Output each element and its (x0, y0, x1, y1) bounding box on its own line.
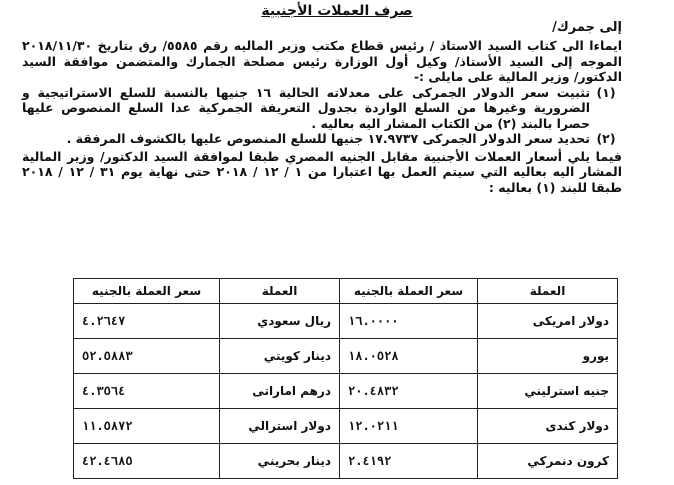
intro-paragraph: ايماءا الى كتاب السيد الاستاذ / رئيس قطاع مكتب وزير الماليه رقم ٥٥٨٥/ رق بتاريخ ٢٠١٨/١١/٣٠ الموجه إلى السيد الأستاذ/ وكيل أول الوزارة رئيس مصلحة الجمارك والمتضمن موافقة السيد الدكتور/ وزير المالية على مايلى :- (22, 38, 622, 84)
rate-value: ٥٢.٥٨٨٣ (74, 339, 220, 374)
currency-name: درهم اماراتى (220, 374, 340, 409)
table-row (74, 339, 618, 374)
item-number: (١) (596, 84, 616, 100)
item-text: تثبيت سعر الدولار الجمركى على معدلاته الحالية ١٦ جنيها بالنسبة للسلع الاستراتيجية و الضرورية وغيرها من السلع الواردة بجدول التعريفة الجمركية عدا السلع المنصوص عليها حصرا بالبند (٢) من الكتاب المشار اليه بعاليه . (22, 84, 591, 131)
list-item (22, 131, 622, 147)
exchange-rates-table (73, 278, 618, 479)
rate-value: ١١.٥٨٧٢ (74, 409, 220, 444)
rate-value: ١٨.٠٥٢٨ (340, 339, 478, 374)
currency-name: دولار كندى (478, 409, 618, 444)
rate-value: ١٦.٠٠٠٠ (340, 304, 478, 339)
currency-name: دولار استرالي (220, 409, 340, 444)
table-row (74, 444, 618, 479)
column-header: العملة (220, 279, 340, 304)
item-text: تحديد سعر الدولار الجمركى ١٧.٩٧٣٧ جنيها للسلع المنصوص عليها بالكشوف المرفقة . (66, 131, 590, 146)
column-header: سعر العملة بالجنيه (74, 279, 220, 304)
currency-name: دولار امريكى (478, 304, 618, 339)
currency-name: يورو (478, 339, 618, 374)
column-header: سعر العملة بالجنيه (340, 279, 478, 304)
document-title: صرف العملات الأجنبية (261, 3, 413, 19)
table-header-row (74, 279, 618, 304)
outro-paragraph: فيما يلي أسعار العملات الأجنبية مقابل الجنيه المصري طبقا لموافقة السيد الدكتور/ وزير المالية المشار اليه بعاليه التي سيتم العمل بها اعتبارا من ١ / ١٢ / ٢٠١٨ حتى نهاية يوم ٣١ / ١٢ / ٢٠١٨ طبقا للبند (١) بعاليه : (22, 148, 622, 195)
currency-name: ريال سعودي (220, 304, 340, 339)
table-row (74, 409, 618, 444)
addressee-line: إلى جمرك/ (552, 20, 622, 35)
letter-body (22, 38, 622, 195)
currency-name: كرون دنمركي (478, 444, 618, 479)
currency-name: جنيه استرليني (478, 374, 618, 409)
rate-value: ١٢.٠٢١١ (340, 409, 478, 444)
table-row (74, 374, 618, 409)
rate-value: ٤.٢٦٤٧ (74, 304, 220, 339)
list-item (22, 85, 622, 132)
currency-name: دينار بحريني (220, 444, 340, 479)
rate-value: ٢٠.٤٨٣٢ (340, 374, 478, 409)
rate-value: ٢.٤١٩٢ (340, 444, 478, 479)
table-row (74, 304, 618, 339)
rate-value: ٤٢.٤٦٨٥ (74, 444, 220, 479)
item-number: (٢) (596, 131, 616, 146)
currency-name: دينار كويتي (220, 339, 340, 374)
rate-value: ٤.٣٥٦٤ (74, 374, 220, 409)
column-header: العملة (478, 279, 618, 304)
